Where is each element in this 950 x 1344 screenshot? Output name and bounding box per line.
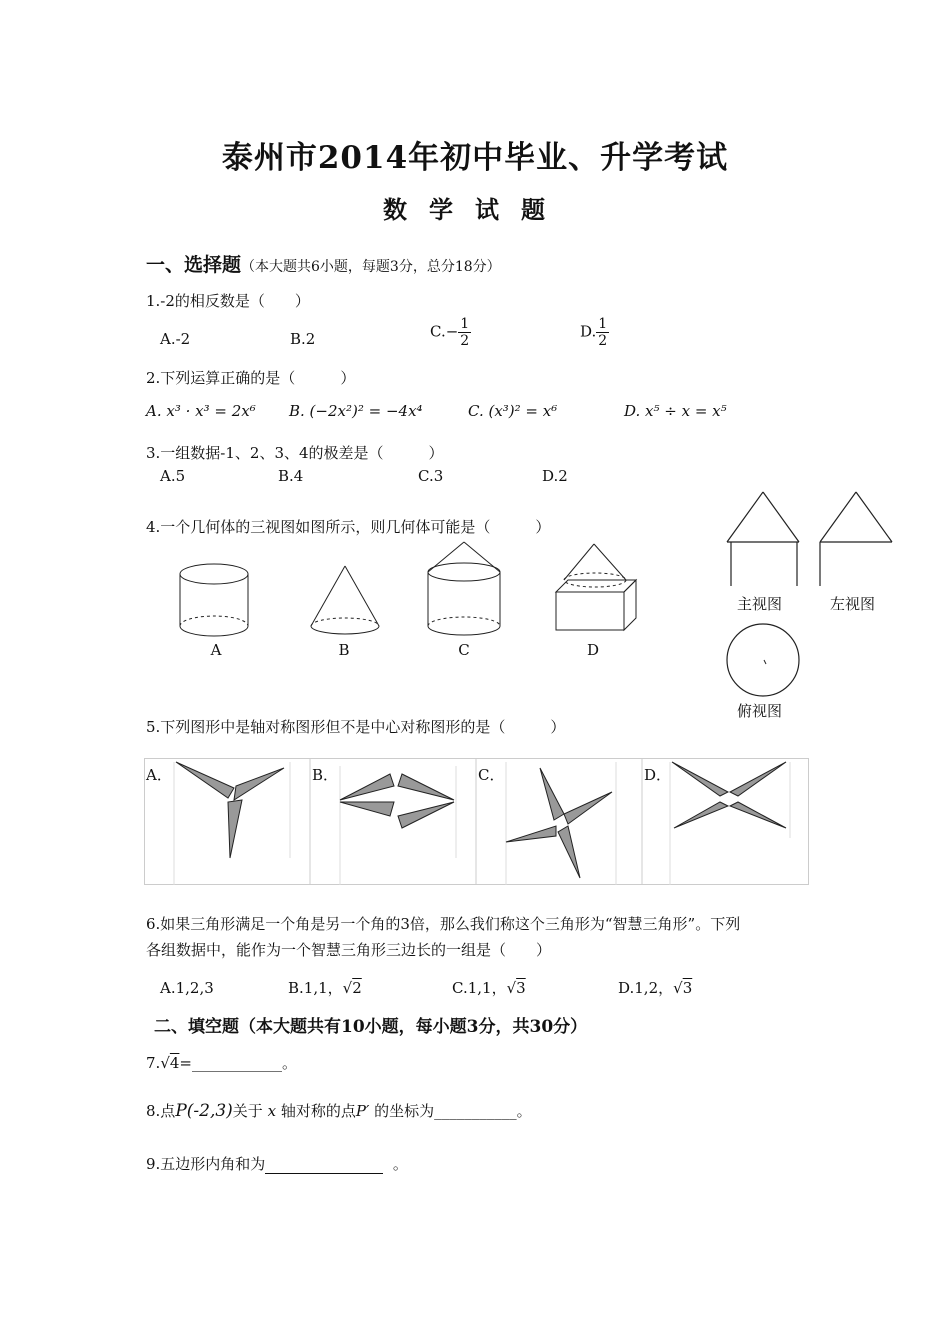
sqrt-sign: √ xyxy=(342,979,353,997)
q8-point-prime: P′ xyxy=(355,1102,370,1120)
q3-option-a: A.5 xyxy=(160,467,186,485)
q2-option-c: C. (x³)² = x⁶ xyxy=(468,402,558,420)
q2-option-a: A. x³ · x³ = 2x⁶ xyxy=(146,402,256,420)
q6-option-b xyxy=(288,977,362,998)
q9-suffix: 。 xyxy=(392,1155,408,1173)
q7-prefix: 7. xyxy=(146,1054,161,1072)
q5-label-c: C． xyxy=(478,766,505,784)
q8-answer-blank[interactable]: 的坐标为___________。 xyxy=(374,1102,532,1120)
q9-line xyxy=(146,1153,408,1174)
sqrt-sign: √ xyxy=(506,979,517,997)
q3-option-b: B.4 xyxy=(278,467,304,485)
fraction-numerator: 1 xyxy=(598,316,608,332)
section1-heading: 一、选择题 xyxy=(146,254,242,276)
q4-label-a: A xyxy=(210,641,222,659)
q2-option-b: B. (−2x²)² = −4x⁴ xyxy=(289,402,423,420)
q6-stem-line2: 各组数据中，能作为一个智慧三角形三边长的一组是（ ） xyxy=(146,941,552,959)
q1-option-d xyxy=(580,316,609,349)
exam-subtitle: 数学试题 xyxy=(383,195,567,224)
section2-heading: 二、填空题（本大题共有10小题，每小题3分，共30分） xyxy=(154,1017,588,1037)
q8-prefix: 8.点 xyxy=(146,1102,176,1120)
fraction-numerator: 1 xyxy=(460,316,470,332)
q6-option-b-prefix: B.1,1， xyxy=(288,979,343,997)
q2-option-d: D. x⁵ ÷ x = x⁵ xyxy=(624,402,727,420)
q7-answer-blank[interactable]: =____________。 xyxy=(179,1054,297,1072)
q3-option-c: C.3 xyxy=(418,467,444,485)
q8-axis: x xyxy=(267,1102,277,1120)
section1-heading-row xyxy=(146,250,501,277)
q6-option-d xyxy=(618,977,692,998)
q8-line xyxy=(146,1100,532,1121)
q5-figure-a xyxy=(176,762,284,858)
q5-figure-b xyxy=(340,774,454,828)
q6-option-b-radicand: 2 xyxy=(352,979,362,997)
q1-option-c xyxy=(430,316,471,349)
q6-option-c-radicand: 3 xyxy=(516,979,526,997)
q3-option-d: D.2 xyxy=(542,467,568,485)
q5-stem: 5.下列图形中是轴对称图形但不是中心对称图形的是（ ） xyxy=(146,718,566,736)
top-view-figure xyxy=(725,622,801,698)
q9-text: 9.五边形内角和为 xyxy=(146,1155,266,1173)
q7-radicand: 4 xyxy=(169,1054,180,1072)
q5-label-d: D． xyxy=(644,766,672,784)
q5-label-a: A． xyxy=(146,766,172,784)
q1-option-c-prefix: C.− xyxy=(430,322,459,341)
q6-option-c xyxy=(452,977,526,998)
q7-line xyxy=(146,1052,297,1073)
q9-answer-blank[interactable] xyxy=(265,1155,383,1174)
fraction-denominator: 2 xyxy=(598,333,608,349)
q4-label-b: B xyxy=(338,641,350,659)
q5-figure-c xyxy=(506,768,612,878)
front-view-label: 主视图 xyxy=(737,595,783,613)
exam-title: 泰州市2014年初中毕业、升学考试 xyxy=(221,140,729,176)
q4-cone-on-cylinder-figure xyxy=(420,540,510,640)
fraction-denominator: 2 xyxy=(460,333,470,349)
q1-option-b: B.2 xyxy=(290,330,316,348)
sqrt-sign: √ xyxy=(673,979,683,997)
q1-option-d-fraction xyxy=(596,316,609,349)
q1-stem: 1.-2的相反数是（ ） xyxy=(146,292,310,310)
q8-mid2: 轴对称的点 xyxy=(280,1102,356,1120)
q2-stem: 2.下列运算正确的是（ ） xyxy=(146,369,356,387)
q5-figure-d xyxy=(672,762,786,828)
q4-label-d: D xyxy=(586,641,600,659)
q8-mid: 关于 xyxy=(232,1102,263,1120)
section1-note: （本大题共6小题，每题3分，总分18分） xyxy=(241,259,501,275)
q6-option-c-prefix: C.1,1， xyxy=(452,979,507,997)
q5-label-b: B． xyxy=(312,766,339,784)
q4-cone-figure xyxy=(305,560,385,640)
q4-cone-on-box-figure xyxy=(552,540,642,640)
front-view-figure xyxy=(725,490,805,590)
q6-stem-line1: 6.如果三角形满足一个角是另一个角的3倍，那么我们称这个三角形为“智慧三角形”。下列 xyxy=(146,915,741,933)
q3-stem: 3.一组数据-1、2、3、4的极差是（ ） xyxy=(146,444,444,462)
q4-label-c: C xyxy=(458,641,470,659)
q4-stem: 4.一个几何体的三视图如图所示，则几何体可能是（ ） xyxy=(146,518,551,536)
top-view-label: 俯视图 xyxy=(737,702,783,720)
q6-option-d-radicand: 3 xyxy=(682,979,693,997)
left-view-figure xyxy=(818,490,898,590)
q1-option-a: A.-2 xyxy=(160,330,191,348)
q1-option-d-prefix: D. xyxy=(580,322,597,341)
q8-point: P(-2,3) xyxy=(175,1101,233,1121)
sqrt-sign: √ xyxy=(160,1054,170,1072)
q6-option-a: A.1,2,3 xyxy=(160,979,214,997)
q6-option-d-prefix: D.1,2， xyxy=(618,979,674,997)
q1-option-c-fraction xyxy=(458,316,471,349)
q4-cylinder-figure xyxy=(170,560,260,640)
q5-options-panel xyxy=(144,758,810,886)
left-view-label: 左视图 xyxy=(830,595,876,613)
